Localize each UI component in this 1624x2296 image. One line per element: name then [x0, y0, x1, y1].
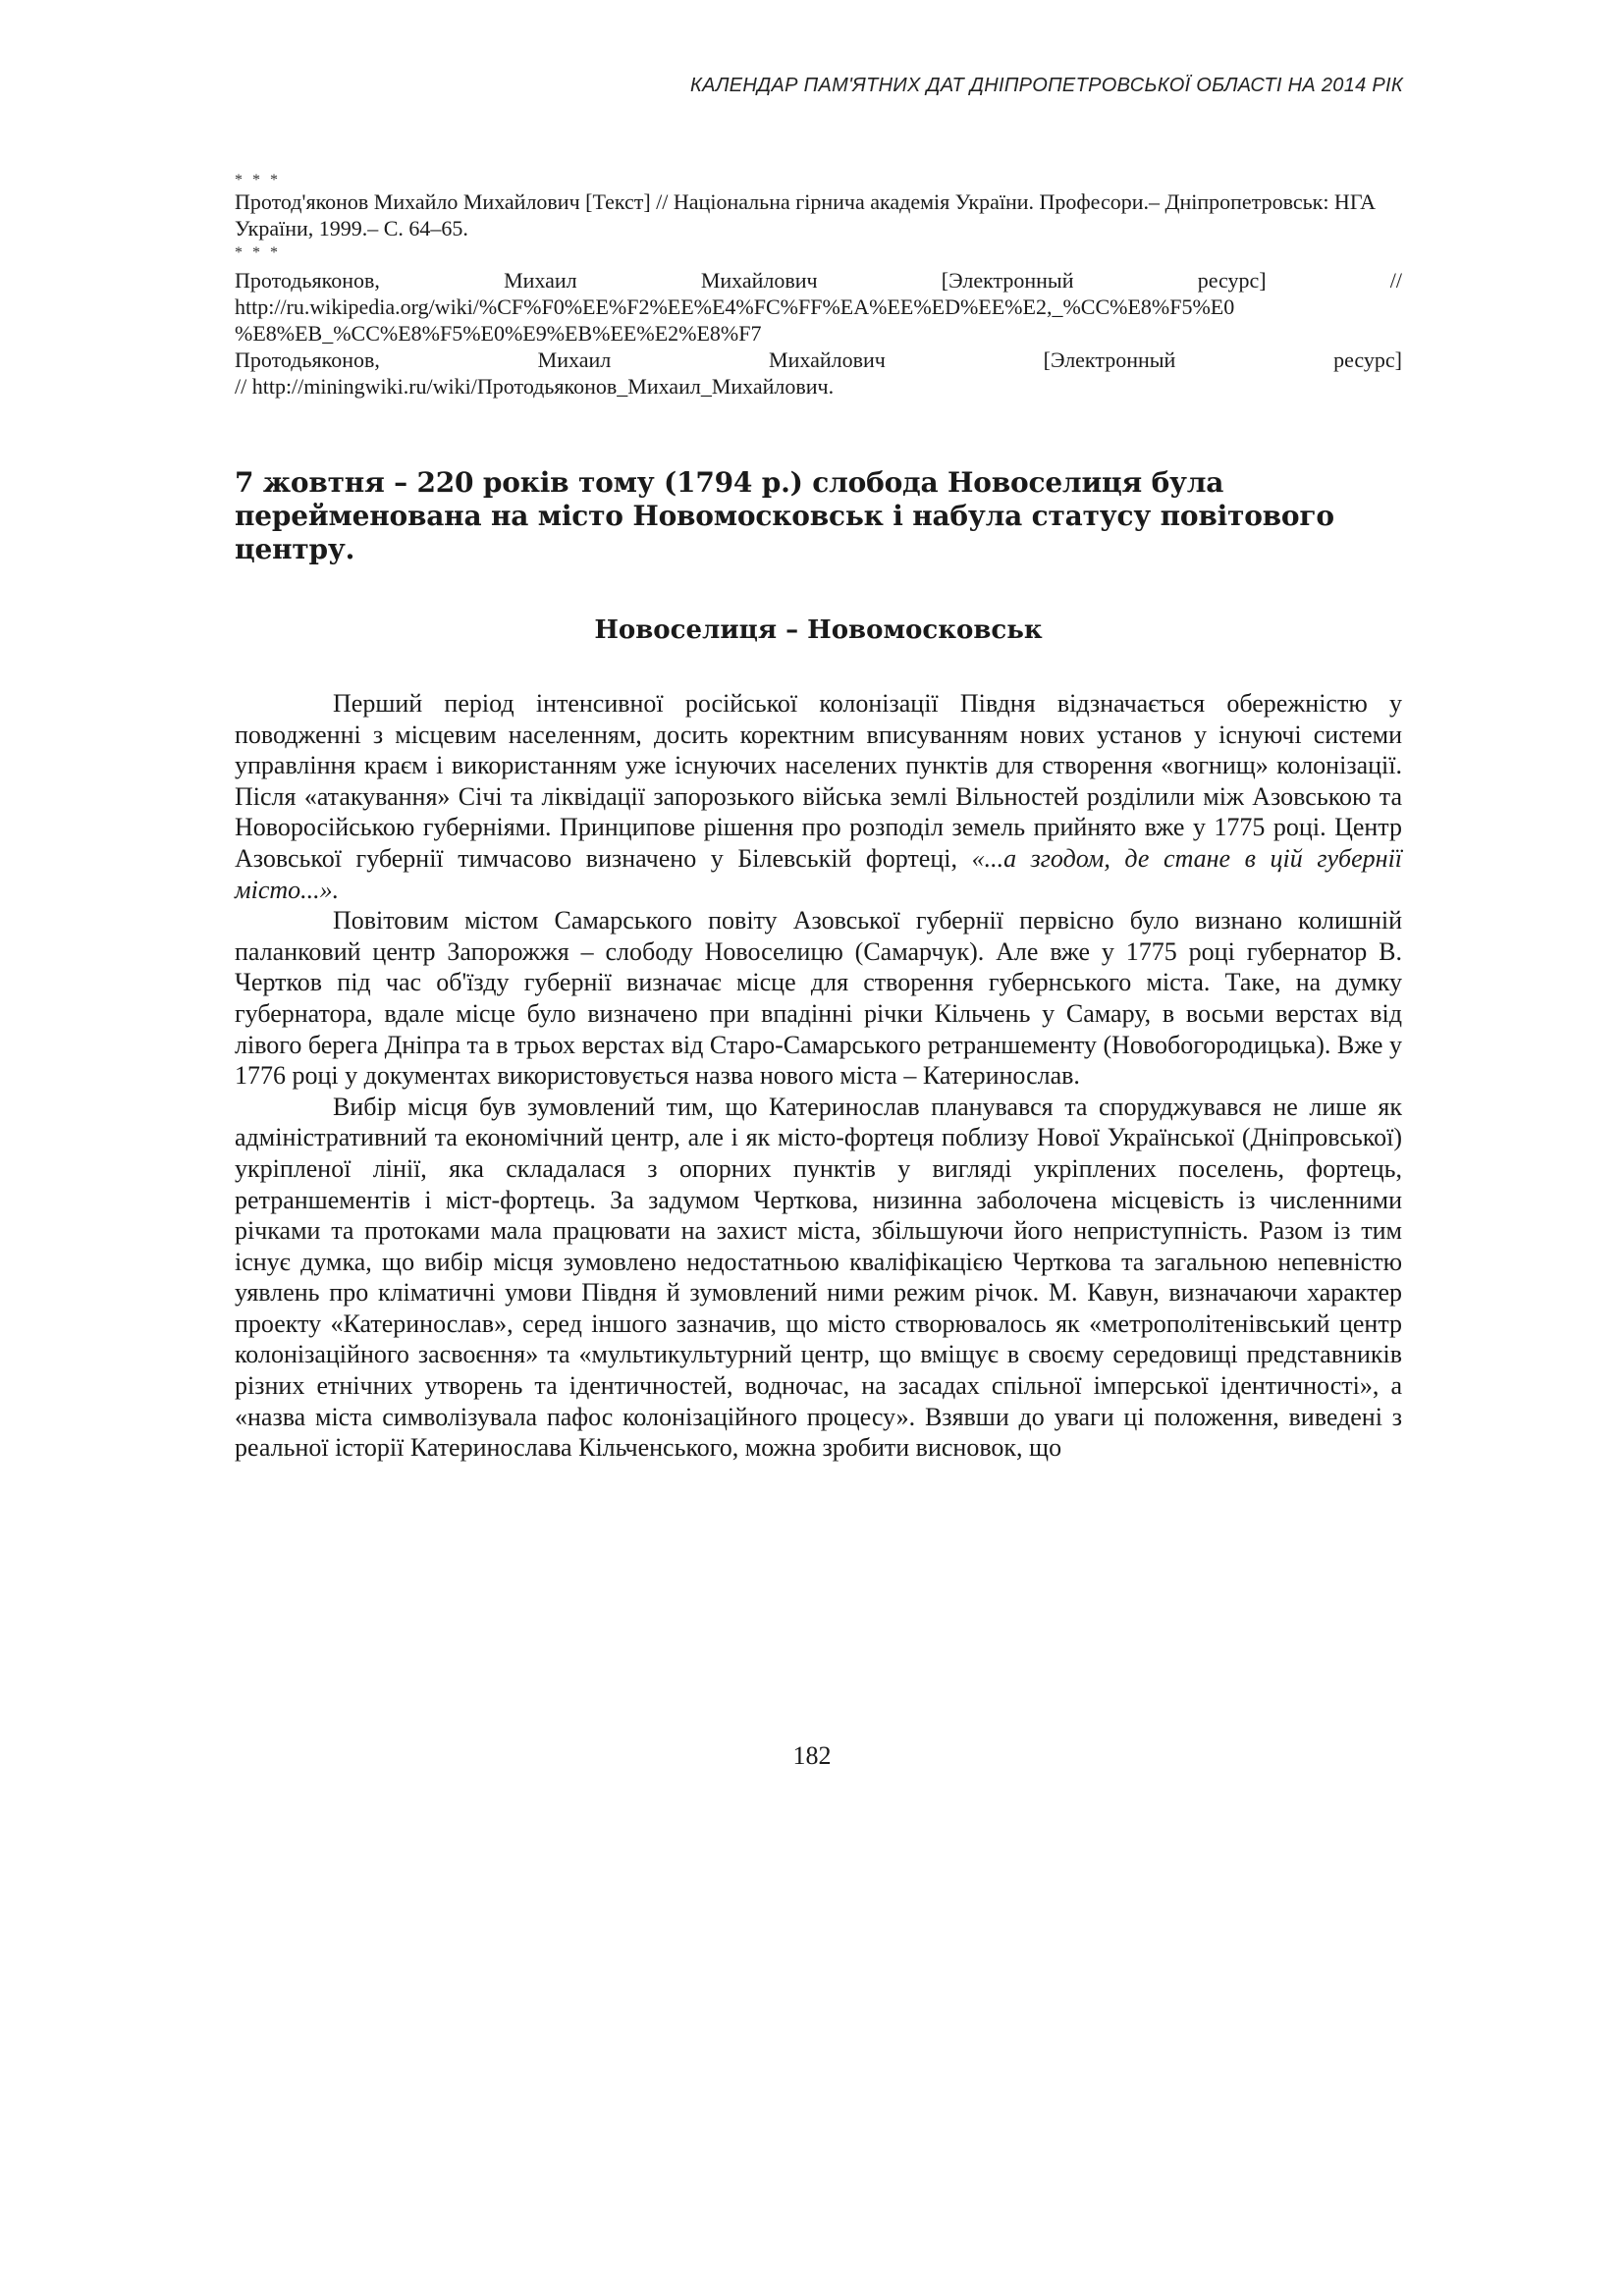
separator: * * * — [235, 172, 281, 188]
source-line: Протодьяконов, Михаил Михайлович [Электронный ресурс] — [235, 347, 1402, 372]
article-headline: 7 жовтня – 220 років тому (1794 р.) слобода Новоселиця була перейменована на місто Новомосковськ і набула статусу повітового центру. — [235, 466, 1334, 565]
page-number: 182 — [792, 1741, 832, 1770]
page-content — [235, 169, 1402, 1464]
source-link[interactable]: %E8%EB_%CC%E8%F5%E0%E9%EB%EE%E2%E8%F7 — [235, 321, 762, 346]
source-entry: Протод'яконов Михайло Михайлович [Текст] // Національна гірнича академія України. Професори.– Дніпропетровськ: НГА України, 1999.– С. 64–65. — [235, 189, 1377, 240]
source-link[interactable]: // http://miningwiki.ru/wiki/Протодьяконов_Михаил_Михайлович. — [235, 374, 835, 399]
paragraph-text: Перший період інтенсивної російської колонізації Півдня відзначається обережністю у поводженні з місцевим населенням, досить коректним вписуванням нових установ у існуючі системи управління краєм і використанням уже існуючих населених пунктів для створення «вогнищ» колонізації. Після «атакування» Січі та ліквідації запорозького війська землі Вільностей розділили між Азовською та Новоросійською губерніями. Принципове рішення про розподіл земель прийнято вже у 1775 році. Центр Азовської губернії тимчасово визначено у Білевській фортеці, — [235, 689, 1402, 873]
article-body — [235, 688, 1402, 1464]
paragraph: Вибір місця був зумовлений тим, що Катеринослав планувався та споруджувався не лише як адміністративний та економічний центр, але і як місто-фортеця поблизу Нової Української (Дніпровської) укріпленої лінії, яка складалася з опорних пунктів у вигляді укріплених поселень, фортець, ретраншементів і міст-фортець. За задумом Черткова, низинна заболочена місцевість із численними річками та протоками мала працювати на захист міста, збільшуючи його неприступність. Разом із тим існує думка, що вибір місця зумовлено недостатньою кваліфікацією Черткова та загальною непевністю уявлень про кліматичні умови Півдня й зумовлений ними режим річок. М. Кавун, визначаючи характер проекту «Катеринослав», серед іншого зазначив, що місто створювалось як «метрополітенівський центр колонізаційного засвоєння» та «мультикультурний центр, що вміщує в своєму середовищі представників різних етнічних утворень та ідентичностей, водночас, на засадах спільної імперської ідентичності», а «назва міста символізувала пафос колонізаційного процесу». Взявши до уваги ці положення, виведені з реальної історії Катеринослава Кільченського, можна зробити висновок, що — [235, 1092, 1402, 1463]
source-entry — [235, 347, 1402, 400]
paragraph: Повітовим містом Самарського повіту Азовської губернії первісно було визнано колишній паланковий центр Запорожжя – слободу Новоселицю (Самарчук). Але вже у 1775 році губернатор В. Чертков під час об'їзду губернії визначає місце для створення губернського міста. Таке, на думку губернатора, вдале місце було визначено при впадінні річки Кільчень у Самару, в восьми верстах від лівого берега Дніпра та в трьох верстах від Старо-Самарського ретраншементу (Новобогородицька). Вже у 1776 році у документах використовується назва нового міста – Катеринослав. — [235, 906, 1402, 1091]
source-line: Протодьяконов, Михаил Михайлович [Электронный ресурс] // — [235, 268, 1402, 293]
article-title: Новоселиця – Новомосковськ — [594, 615, 1043, 645]
sources-section — [235, 173, 1402, 400]
separator: * * * — [235, 244, 281, 261]
paragraph — [235, 688, 1402, 905]
source-entry — [235, 267, 1402, 347]
source-link[interactable]: http://ru.wikipedia.org/wiki/%CF%F0%EE%F2%EE%E4%FC%FF%EA%EE%ED%EE%E2,_%CC%E8%F5%E0 — [235, 294, 1235, 319]
quote: «...а згодом, де стане в цій губернії місто...». — [235, 843, 1403, 904]
running-header: КАЛЕНДАР ПАМ'ЯТНИХ ДАТ ДНІПРОПЕТРОВСЬКОЇ ОБЛАСТІ НА 2014 РІК — [690, 75, 1403, 96]
